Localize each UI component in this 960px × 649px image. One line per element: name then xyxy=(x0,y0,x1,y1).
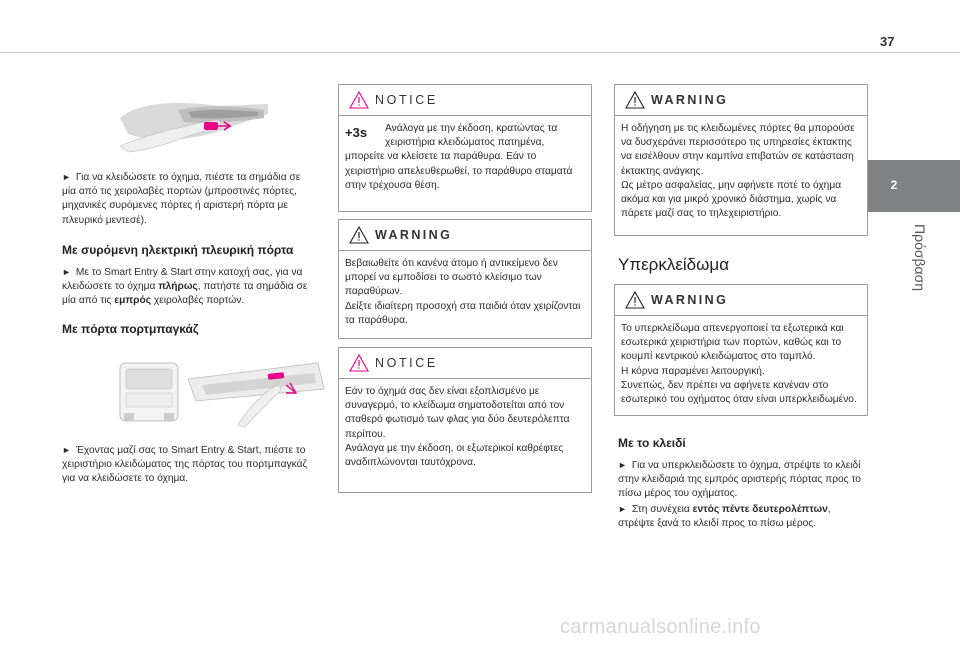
tailgate-illustration xyxy=(118,355,328,427)
section-title-deadlocking: Υπερκλείδωμα xyxy=(618,255,730,274)
warning-text: Βεβαιωθείτε ότι κανένα άτομο ή αντικείμενο δεν μπορεί να εμποδίσει το σωστό κλείσιμο των παραθύρων. xyxy=(345,258,558,298)
warning-box-deadlocking xyxy=(614,284,868,416)
instruction-text: , πατήστε τα σημάδια σε μία από τις xyxy=(62,281,308,307)
emphasis-within-five-seconds: εντός πέντε δευτερολέπτων xyxy=(692,503,828,515)
instruction-text: Στη συνέχεια xyxy=(631,503,693,515)
notice-text: χειριστήρια κλειδώματος πατημένα, xyxy=(385,137,545,149)
heading-electric-sliding-door: Με συρόμενη ηλεκτρική πλευρική πόρτα xyxy=(62,243,294,257)
arrow-right-icon: ► xyxy=(62,267,71,277)
warning-triangle-icon xyxy=(349,91,369,109)
notice-text: Εάν το όχημά σας δεν είναι εξοπλισμένο με συναγερμό, το κλείδωμα σηματοδοτείται από τον σταθερό φωτισμό των φλας για δύο δευτερόλεπτα περίπου. xyxy=(345,386,570,440)
section-number: 2 xyxy=(890,178,898,192)
warning-text: Δείξτε ιδιαίτερη προσοχή στα παιδιά όταν χειρίζονται τα παράθυρα. xyxy=(345,300,581,326)
instruction-text: Με το Smart Entry & Start στην κατοχή σας, για να κλειδώσετε το όχημα xyxy=(62,267,303,293)
instruction-text: , xyxy=(827,503,831,515)
header-divider xyxy=(0,52,960,53)
warning-triangle-icon xyxy=(349,354,369,372)
warning-body xyxy=(615,316,867,413)
instruction-text: Έχοντας μαζί σας το Smart Entry & Start, πιέστε το χειριστήριο κλειδώματος της πόρτας του πορτμπαγκάζ για να κλειδώσετε το όχημα. xyxy=(62,445,307,485)
emphasis-front: εμπρός xyxy=(114,295,151,307)
instruction-text: χειρολαβές πορτών. xyxy=(151,295,245,307)
warning-label: WARNING xyxy=(651,93,729,107)
arrow-right-icon: ► xyxy=(62,172,71,182)
notice-body xyxy=(339,379,591,476)
emphasis-fully: πλήρως xyxy=(158,281,198,293)
warning-header xyxy=(339,220,591,251)
warning-box-obstruction xyxy=(338,219,592,339)
arrow-right-icon: ► xyxy=(618,503,627,514)
notice-header xyxy=(339,85,591,116)
instruction-key-second-turn xyxy=(618,502,870,517)
instruction-tailgate-lock xyxy=(62,443,314,487)
warning-header xyxy=(615,85,867,116)
instruction-text: Για να υπερκλειδώσετε το όχημα, στρέψτε το κλειδί στην κλειδαριά της εμπρός αριστερής πόρτας προς το πίσω μέρος του οχήματος. xyxy=(618,460,861,500)
heading-tailgate: Με πόρτα πορτμπαγκάζ xyxy=(62,322,199,336)
warning-text: Το υπερκλείδωμα απενεργοποιεί τα εξωτερικά και εσωτερικά χειριστήρια των πορτών, καθώς και το κουμπί κεντρικού κλειδώματος στο ταμπλό. xyxy=(621,323,844,363)
plus-3s-icon: +3s xyxy=(345,125,368,140)
notice-body xyxy=(339,116,591,199)
instruction-key-deadlock xyxy=(618,458,870,502)
door-handle-illustration xyxy=(118,88,276,154)
notice-box-windows xyxy=(338,84,592,212)
warning-label: WARNING xyxy=(651,293,729,307)
instruction-text: Για να κλειδώσετε το όχημα, πιέστε τα σημάδια σε μία από τις χειρολαβές πορτών (μπροστινές πόρτες, μηχανικές συρόμενες πόρτες ή αριστερή πόρτα με πλευρικό μεντεσέ). xyxy=(62,172,301,226)
section-title-vertical xyxy=(908,224,930,294)
warning-body xyxy=(615,116,867,227)
notice-text: Ανάλογα με την έκδοση, κρατώντας τα xyxy=(385,123,558,134)
section-title: Πρόσβαση xyxy=(912,224,928,292)
warning-text: Συνεπώς, δεν πρέπει να αφήνετε κανέναν στο εσωτερικό του οχήματος όταν είναι υπερκλειδωμένο. xyxy=(621,379,857,406)
warning-label: WARNING xyxy=(375,228,453,242)
warning-text: Ως μέτρο ασφαλείας, μην αφήνετε ποτέ το όχημα ακόμα και για μικρό χρονικό διάστημα, χωρίς να πάρετε μαζί σας το τηλεχειριστήριο. xyxy=(621,179,842,220)
instruction-key-turn-again: στρέψτε ξανά το κλειδί προς το πίσω μέρος. xyxy=(618,517,817,529)
instruction-smart-entry-lock xyxy=(62,265,314,309)
warning-text: Η κόρνα παραμένει λειτουργική. xyxy=(621,365,765,377)
warning-triangle-icon xyxy=(625,91,645,109)
notice-box-indicators xyxy=(338,347,592,493)
page-number: 37 xyxy=(880,34,895,49)
warning-body xyxy=(339,251,591,334)
warning-header xyxy=(615,285,867,316)
warning-triangle-icon xyxy=(349,226,369,244)
watermark: carmanualsonline.info xyxy=(560,616,761,638)
heading-with-key: Με το κλειδί xyxy=(618,436,686,450)
notice-label: NOTICE xyxy=(375,93,438,107)
arrow-right-icon: ► xyxy=(62,445,71,455)
warning-triangle-icon xyxy=(625,291,645,309)
notice-text: μπορείτε να κλείσετε τα παράθυρα. Εάν το χειριστήριο απελευθερωθεί, το παράθυρο σταματά στην τρέχουσα θέση. xyxy=(345,151,573,191)
notice-header xyxy=(339,348,591,379)
warning-box-driving-locked xyxy=(614,84,868,236)
notice-text: Ανάλογα με την έκδοση, οι εξωτερικοί καθρέφτες αναδιπλώνονται ταυτόχρονα. xyxy=(345,442,564,469)
notice-label: NOTICE xyxy=(375,356,438,370)
instruction-lock-front-handles xyxy=(62,170,314,228)
warning-text: Η οδήγηση με τις κλειδωμένες πόρτες θα μπορούσε να δυσχεράνει περισσότερο τις υπηρεσίες έκτακτης να εισέλθουν στην καμπίνα επιβατών σε κατάσταση έκτακτης ανάγκης. xyxy=(621,123,855,177)
arrow-right-icon: ► xyxy=(618,460,627,470)
